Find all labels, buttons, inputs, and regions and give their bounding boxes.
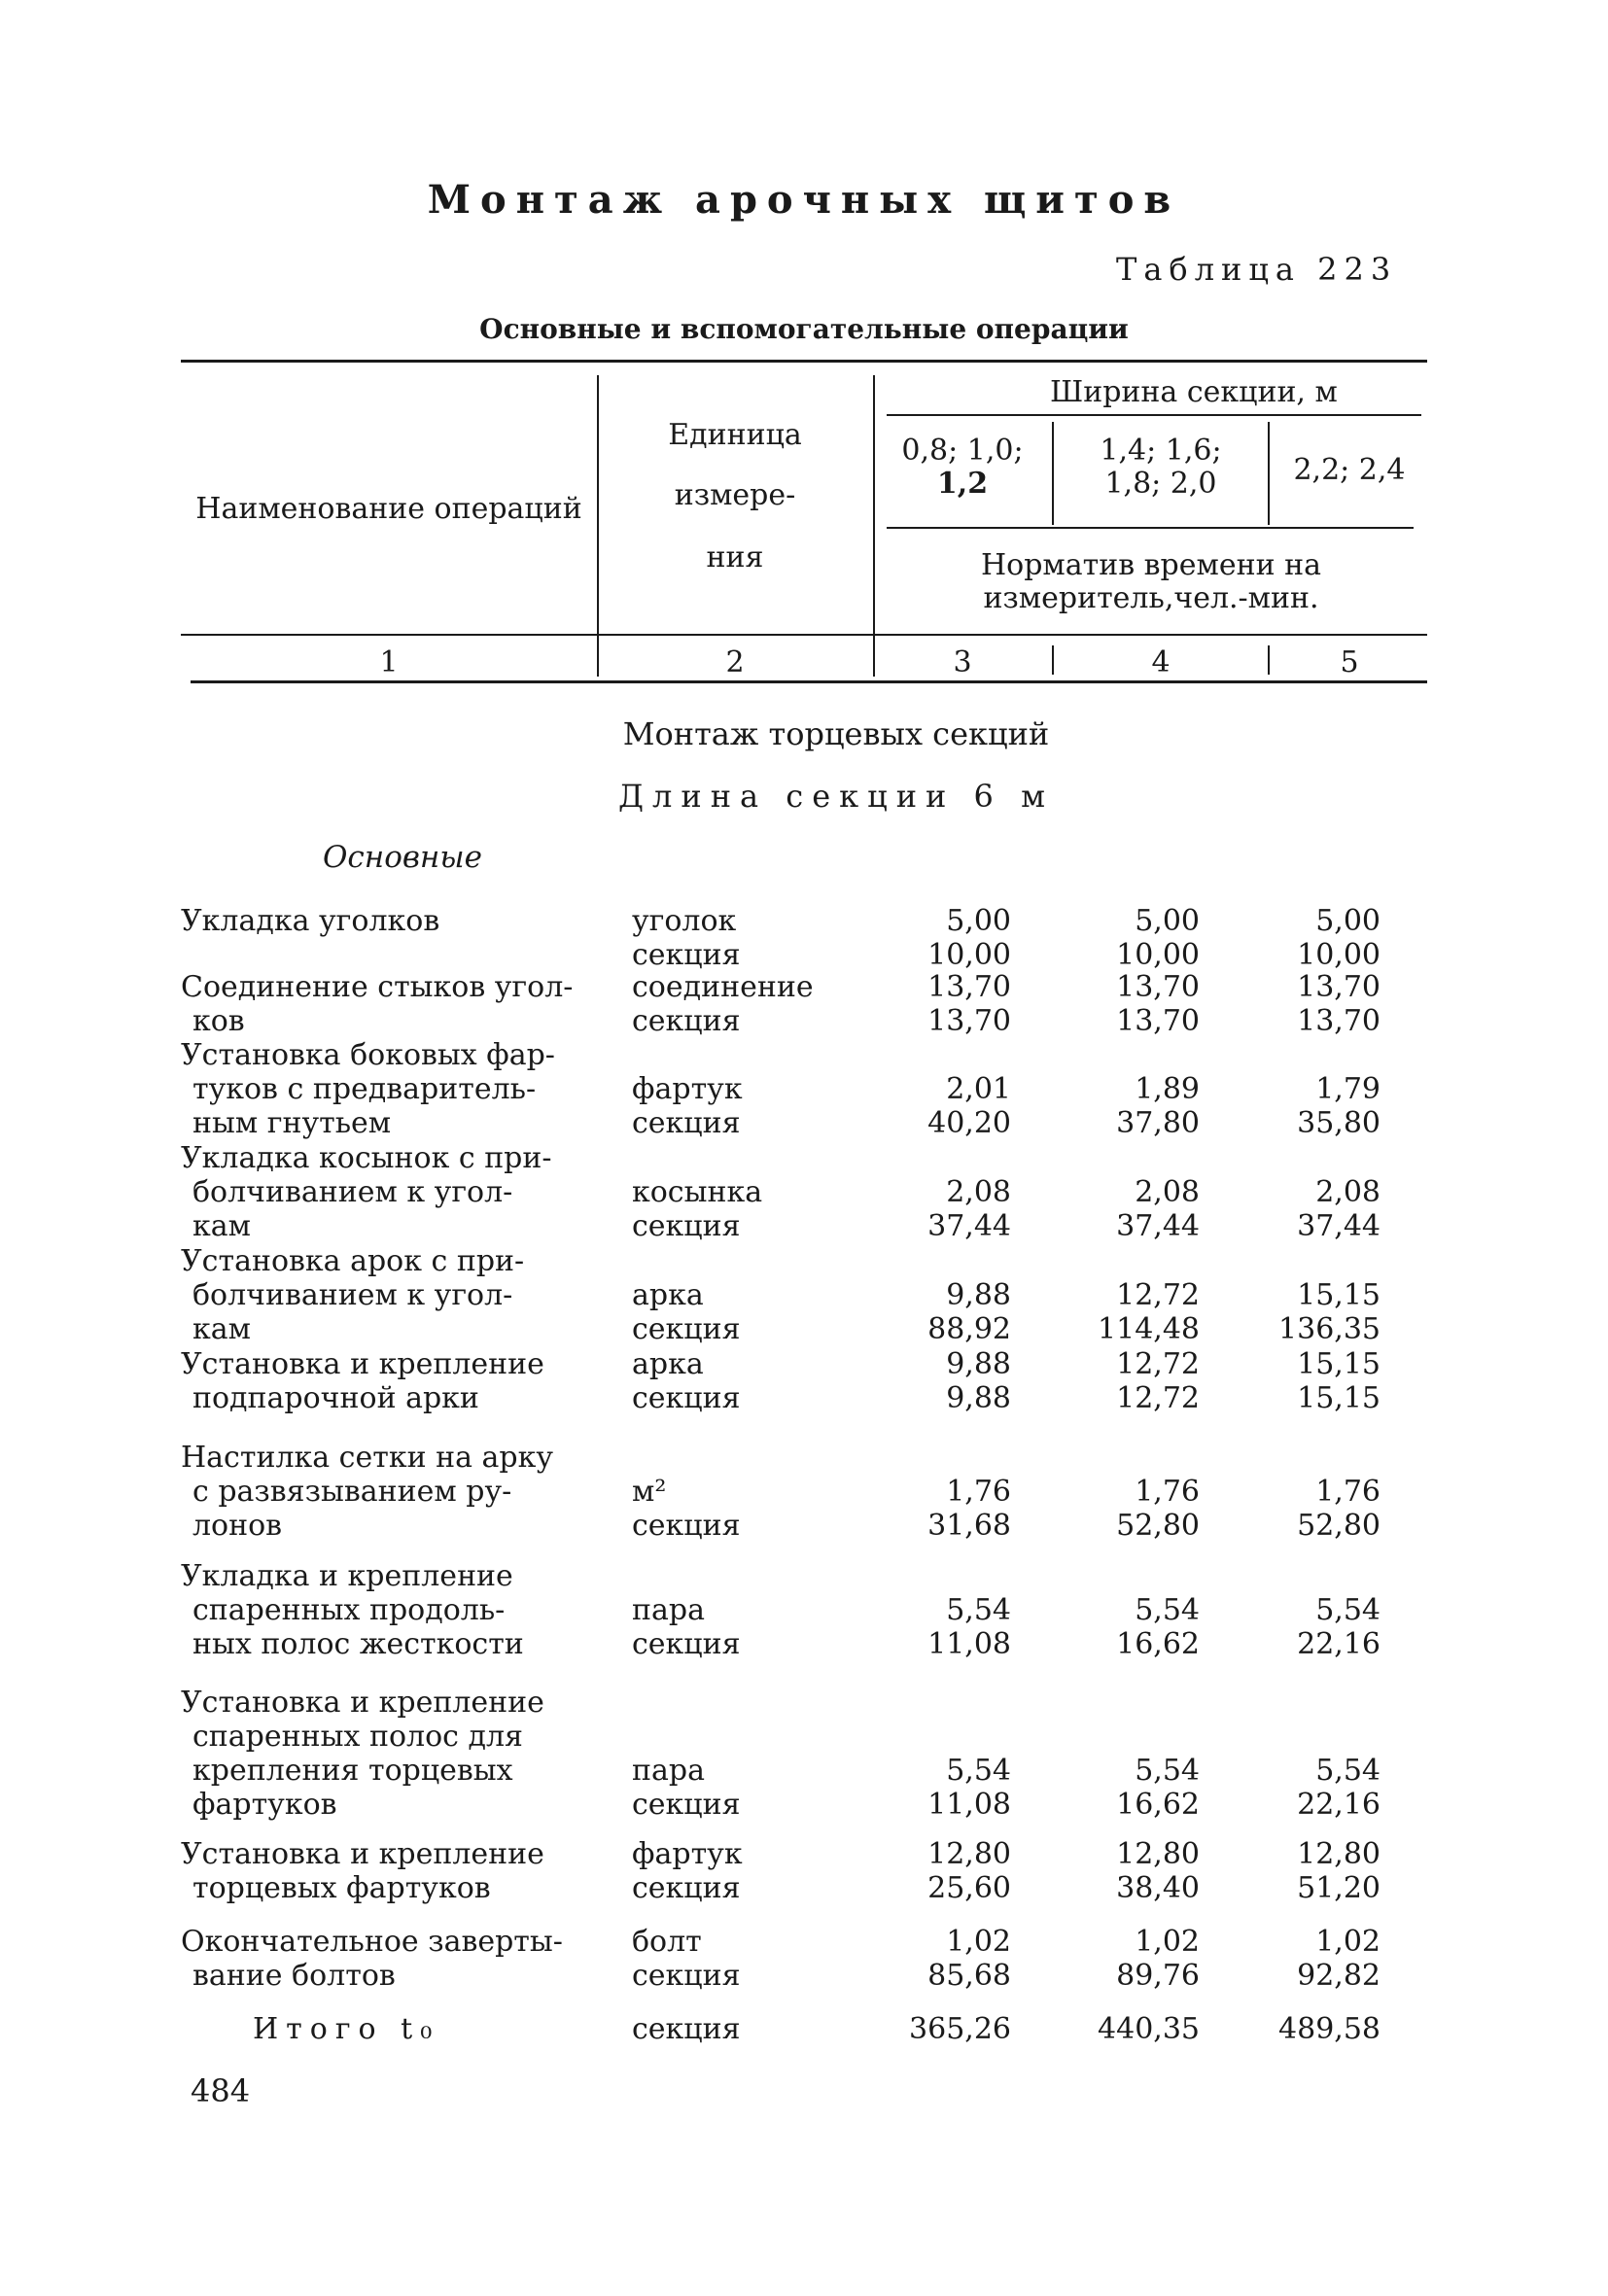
operation-name <box>181 1441 597 1543</box>
value-col5: 22,16 <box>1297 1788 1381 1822</box>
unit-cell: фартук <box>632 1837 743 1871</box>
value-col5: 52,80 <box>1297 1509 1381 1543</box>
header-width-rule <box>887 414 1421 416</box>
value-col4: 38,40 <box>1116 1871 1200 1905</box>
value-col3: 1,02 <box>946 1925 1011 1959</box>
operation-name <box>181 1837 597 1905</box>
header-operation-name: Наименование операций <box>195 492 582 526</box>
value-col3: 9,88 <box>946 1381 1011 1415</box>
operation-name <box>181 1038 597 1140</box>
header-norm-line2: измеритель,чел.-мин. <box>983 581 1319 615</box>
unit-cell: секция <box>632 1209 741 1243</box>
value-col5: 5,54 <box>1315 1754 1381 1788</box>
total-label: Итого t₀ <box>253 2012 440 2046</box>
value-col5: 10,00 <box>1297 938 1381 972</box>
value-col4: 5,54 <box>1135 1593 1200 1627</box>
value-col4: 37,44 <box>1116 1209 1200 1243</box>
header-unit-line1: Единица <box>668 418 802 452</box>
operation-name-line: кам <box>192 1312 251 1346</box>
value-col5: 15,15 <box>1297 1381 1381 1415</box>
value-col5: 35,80 <box>1297 1106 1381 1140</box>
operation-name-line: Окончательное заверты- <box>181 1925 563 1959</box>
unit-cell: пара <box>632 1754 705 1788</box>
value-col3: 10,00 <box>927 938 1011 972</box>
column-number-1: 1 <box>379 645 399 679</box>
value-col3: 37,44 <box>927 1209 1011 1243</box>
value-col4: 52,80 <box>1116 1509 1200 1543</box>
unit-cell: фартук <box>632 1072 743 1106</box>
operation-name-line: лонов <box>192 1509 283 1543</box>
unit-cell: арка <box>632 1347 704 1381</box>
value-col5: 1,76 <box>1315 1475 1381 1509</box>
section-subtitle: Длина секции 6 м <box>618 778 1054 815</box>
header-col4-line2: 1,8; 2,0 <box>1104 467 1217 501</box>
value-col3: 31,68 <box>927 1509 1011 1543</box>
value-col5: 22,16 <box>1297 1627 1381 1661</box>
total-col4: 440,35 <box>1098 2012 1200 2046</box>
value-col4: 12,80 <box>1116 1837 1200 1871</box>
operation-name-line: торцевых фартуков <box>192 1871 491 1905</box>
column-number-4: 4 <box>1151 645 1171 679</box>
value-col4: 12,72 <box>1116 1347 1200 1381</box>
operation-name <box>181 1141 597 1243</box>
unit-cell: соединение <box>632 970 814 1004</box>
unit-cell: секция <box>632 938 741 972</box>
operation-name-line: с развязыванием ру- <box>192 1475 512 1509</box>
header-norm-line1: Норматив времени на <box>980 548 1321 582</box>
unit-cell: секция <box>632 1871 741 1905</box>
operation-name-line: Установка и крепление <box>181 1686 544 1720</box>
unit-cell: секция <box>632 1004 741 1038</box>
operation-name <box>181 1686 597 1822</box>
operation-name-line: Укладка косынок с при- <box>181 1141 552 1175</box>
table-subtitle: Основные и вспомогательные операции <box>479 313 1129 345</box>
value-col3: 2,08 <box>946 1175 1011 1209</box>
value-col3: 11,08 <box>927 1788 1011 1822</box>
unit-cell: секция <box>632 1788 741 1822</box>
value-col5: 92,82 <box>1297 1959 1381 1993</box>
operation-name-line: туков с предваритель- <box>192 1072 537 1106</box>
header-top-rule <box>181 360 1427 363</box>
operation-name-line: ков <box>192 1004 245 1038</box>
total-col3: 365,26 <box>909 2012 1011 2046</box>
operation-name-line: Установка арок с при- <box>181 1244 525 1278</box>
header-divider-2 <box>873 375 875 677</box>
value-col4: 16,62 <box>1116 1627 1200 1661</box>
value-col5: 2,08 <box>1315 1175 1381 1209</box>
value-col4: 1,89 <box>1135 1072 1200 1106</box>
operation-name-line: Установка и крепление <box>181 1837 544 1871</box>
group-label: Основные <box>323 840 482 875</box>
operation-name-line: ным гнутьем <box>192 1106 392 1140</box>
value-col4: 10,00 <box>1116 938 1200 972</box>
unit-cell: секция <box>632 1959 741 1993</box>
value-col4: 16,62 <box>1116 1788 1200 1822</box>
operation-name-line: болчиванием к угол- <box>192 1278 513 1312</box>
unit-cell: секция <box>632 1627 741 1661</box>
header-unit-line2: измере- <box>674 478 796 512</box>
value-col4: 114,48 <box>1098 1312 1200 1346</box>
column-number-5: 5 <box>1340 645 1359 679</box>
value-col5: 15,15 <box>1297 1347 1381 1381</box>
value-col3: 9,88 <box>946 1347 1011 1381</box>
unit-cell: секция <box>632 1312 741 1346</box>
header-col3-line1: 0,8; 1,0; <box>901 434 1024 468</box>
operation-name <box>181 904 597 938</box>
value-col5: 37,44 <box>1297 1209 1381 1243</box>
value-col3: 5,00 <box>946 904 1011 938</box>
unit-cell: болт <box>632 1925 702 1959</box>
operation-name-line: Соединение стыков угол- <box>181 970 574 1004</box>
value-col5: 136,35 <box>1278 1312 1381 1346</box>
value-col4: 5,00 <box>1135 904 1200 938</box>
unit-cell: секция <box>632 1509 741 1543</box>
value-col5: 5,54 <box>1315 1593 1381 1627</box>
unit-cell: косынка <box>632 1175 763 1209</box>
operation-name <box>181 1347 597 1415</box>
page-title: Монтаж арочных щитов <box>427 177 1181 223</box>
table-number: Таблица 223 <box>1116 251 1398 288</box>
operation-name <box>181 970 597 1038</box>
operation-name-line: фартуков <box>192 1788 337 1822</box>
value-col3: 5,54 <box>946 1754 1011 1788</box>
header-col5: 2,2; 2,4 <box>1293 453 1406 487</box>
value-col5: 15,15 <box>1297 1278 1381 1312</box>
value-col4: 2,08 <box>1135 1175 1200 1209</box>
unit-cell: м² <box>632 1475 667 1509</box>
operation-name <box>181 1244 597 1346</box>
value-col4: 1,02 <box>1135 1925 1200 1959</box>
unit-cell: уголок <box>632 904 737 938</box>
value-col3: 85,68 <box>927 1959 1011 1993</box>
numbers-bottom-rule <box>191 680 1427 683</box>
operation-name-line: крепления торцевых <box>192 1754 513 1788</box>
value-col4: 12,72 <box>1116 1381 1200 1415</box>
unit-cell: пара <box>632 1593 705 1627</box>
value-col3: 5,54 <box>946 1593 1011 1627</box>
value-col4: 1,76 <box>1135 1475 1200 1509</box>
operation-name-line: Укладка и крепление <box>181 1559 513 1593</box>
total-unit: секция <box>632 2012 741 2046</box>
value-col5: 5,00 <box>1315 904 1381 938</box>
header-width-label: Ширина секции, м <box>1050 375 1338 409</box>
operation-name-line: спаренных продоль- <box>192 1593 506 1627</box>
unit-cell: секция <box>632 1381 741 1415</box>
value-col5: 12,80 <box>1297 1837 1381 1871</box>
value-col3: 9,88 <box>946 1278 1011 1312</box>
header-unit-line3: ния <box>706 540 764 574</box>
header-norm-rule <box>887 527 1414 529</box>
operation-name-line: Укладка уголков <box>181 904 440 938</box>
value-col3: 2,01 <box>946 1072 1011 1106</box>
value-col4: 13,70 <box>1116 970 1200 1004</box>
value-col5: 13,70 <box>1297 1004 1381 1038</box>
header-col3-line2: 1,2 <box>936 467 989 501</box>
value-col3: 11,08 <box>927 1627 1011 1661</box>
value-col4: 12,72 <box>1116 1278 1200 1312</box>
column-number-2: 2 <box>725 645 745 679</box>
value-col5: 13,70 <box>1297 970 1381 1004</box>
value-col5: 1,79 <box>1315 1072 1381 1106</box>
column-number-3: 3 <box>953 645 972 679</box>
value-col4: 37,80 <box>1116 1106 1200 1140</box>
value-col3: 88,92 <box>927 1312 1011 1346</box>
value-col4: 89,76 <box>1116 1959 1200 1993</box>
section-title: Монтаж торцевых секций <box>622 715 1050 752</box>
value-col4: 13,70 <box>1116 1004 1200 1038</box>
operation-name-line: спаренных полос для <box>192 1720 523 1754</box>
operation-name-line: вание болтов <box>192 1959 396 1993</box>
operation-name-line: подпарочной арки <box>192 1381 479 1415</box>
unit-cell: арка <box>632 1278 704 1312</box>
total-col5: 489,58 <box>1278 2012 1381 2046</box>
value-col4: 5,54 <box>1135 1754 1200 1788</box>
value-col3: 25,60 <box>927 1871 1011 1905</box>
operation-name <box>181 1559 597 1661</box>
operation-name-line: ных полос жесткости <box>192 1627 524 1661</box>
value-col3: 12,80 <box>927 1837 1011 1871</box>
operation-name-line: Настилка сетки на арку <box>181 1441 554 1475</box>
operation-name-line: Установка боковых фар- <box>181 1038 555 1072</box>
operation-name-line: Установка и крепление <box>181 1347 544 1381</box>
unit-cell: секция <box>632 1106 741 1140</box>
page-number: 484 <box>191 2072 251 2109</box>
operation-name-line: болчиванием к угол- <box>192 1175 513 1209</box>
value-col3: 1,76 <box>946 1475 1011 1509</box>
value-col3: 13,70 <box>927 970 1011 1004</box>
value-col5: 1,02 <box>1315 1925 1381 1959</box>
operation-name-line: кам <box>192 1209 251 1243</box>
operation-name <box>181 1925 597 1993</box>
header-bottom-rule <box>181 634 1427 636</box>
value-col3: 40,20 <box>927 1106 1011 1140</box>
value-col5: 51,20 <box>1297 1871 1381 1905</box>
header-col4-line1: 1,4; 1,6; <box>1100 434 1222 468</box>
value-col3: 13,70 <box>927 1004 1011 1038</box>
